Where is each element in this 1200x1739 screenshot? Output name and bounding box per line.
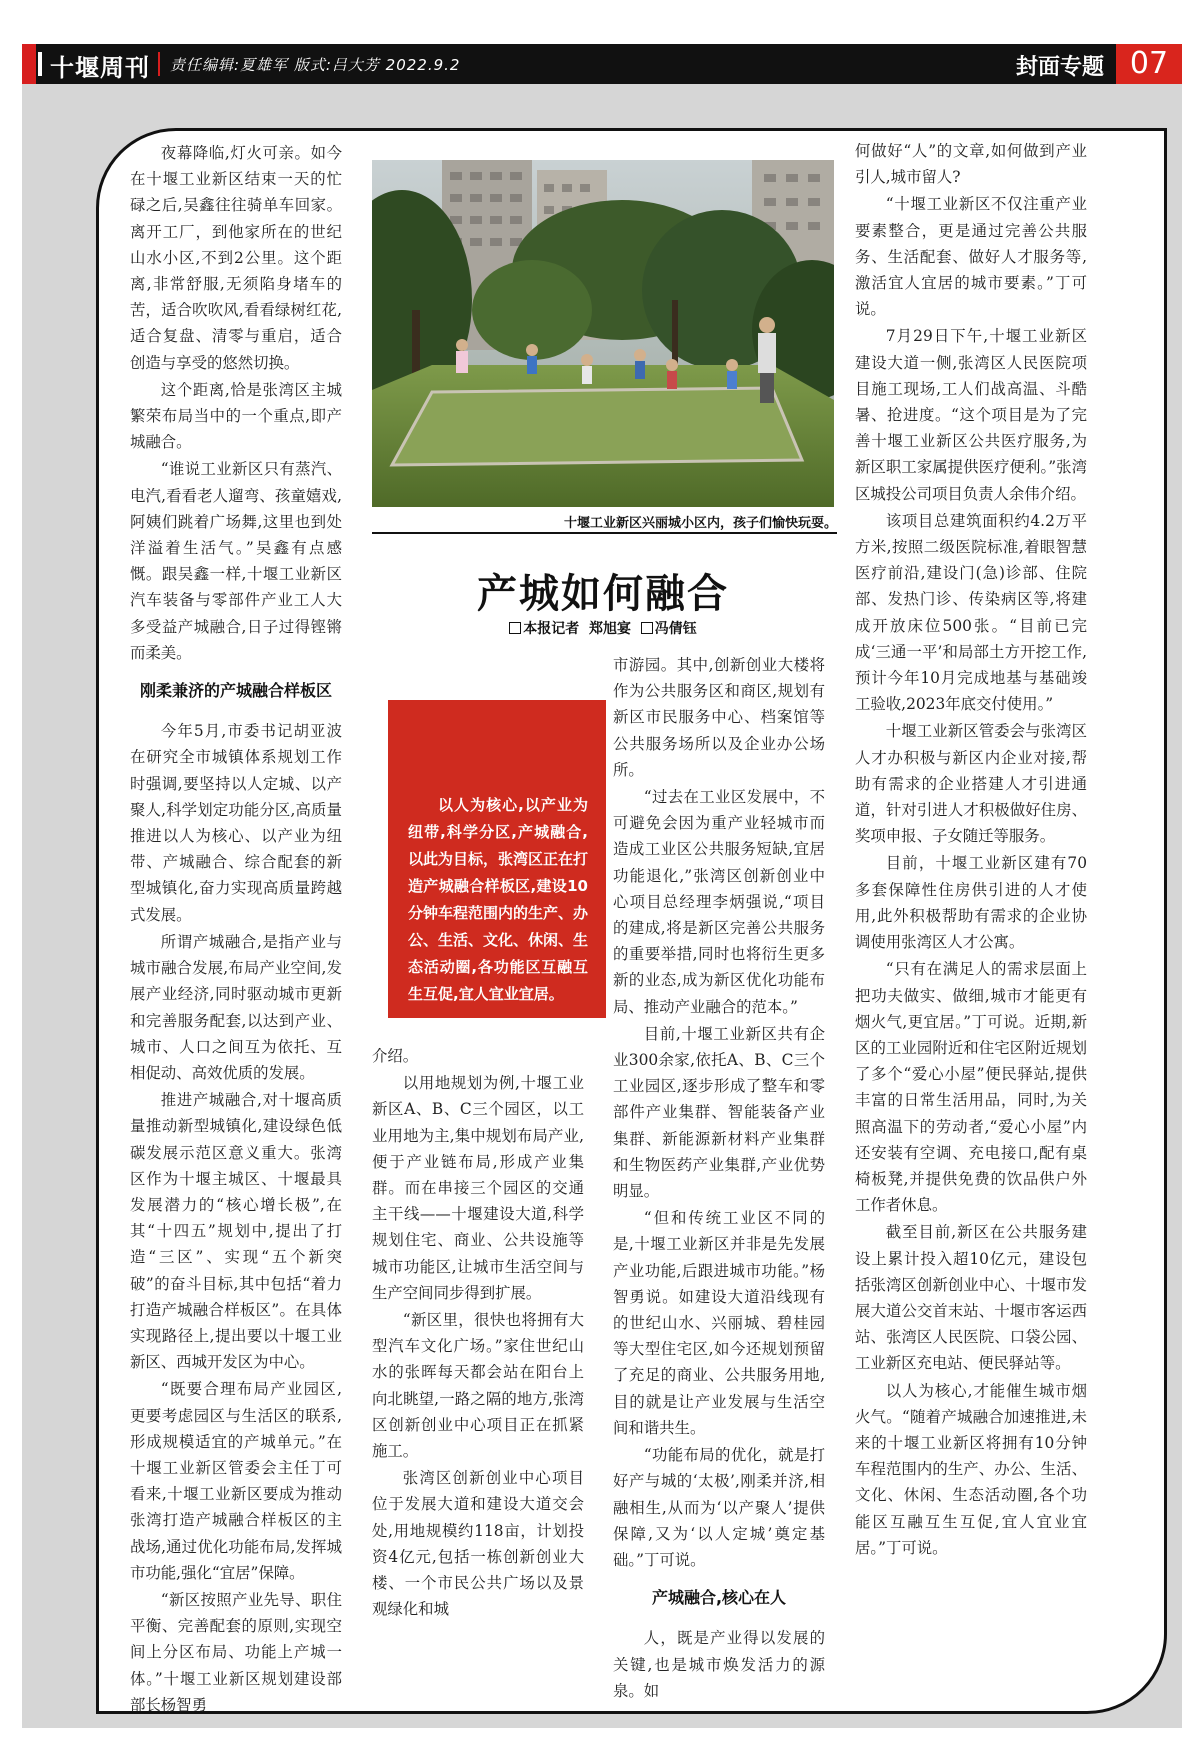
paragraph: “十堰工业新区不仅注重产业要素整合，更是通过完善公共服务、生活配套、做好人才服务等,激活宜人宜居的城市要素。”丁可说。 xyxy=(855,195,1087,319)
paragraph: 人，既是产业得以发展的关键,也是城市焕发活力的源泉。如 xyxy=(613,1629,825,1700)
paragraph: 张湾区创新创业中心项目位于发展大道和建设大道交会处,用地规模约118亩，计划投资4亿元,包括一栋创新创业大楼、一个市民公共广场以及景观绿化和城 xyxy=(372,1469,584,1619)
column-4 xyxy=(855,138,1087,1562)
paragraph: 截至目前,新区在公共服务建设上累计投入超10亿元，建设包括张湾区创新创业中心、十堰市发展大道公交首末站、十堰市客运西站、张湾区人民医院、口袋公园、工业新区充电站、便民驿站等。 xyxy=(855,1223,1087,1373)
paragraph: 以人为核心,才能催生城市烟火气。“随着产城融合加速推进,未来的十堰工业新区将拥有10分钟车程范围内的生产、办公、生活、文化、休闲、生态活动圈,各个功能区互融互生互促,宜人宜业宜居。”丁可说。 xyxy=(855,1381,1087,1557)
column-1 xyxy=(130,140,342,1719)
paragraph: 推进产城融合,对十堰高质量推动新型城镇化,建设绿色低碳发展示范区意义重大。张湾区作为十堰主城区、十堰最具发展潜力的“核心增长极”,在其“十四五”规划中,提出了打造“三区”、实现“五个新突破”的奋斗目标,其中包括“着力打造产城融合样板区”。在具体实现路径上,提出要以十堰工业新区、西城开发区为中心。 xyxy=(130,1091,342,1372)
masthead-separator xyxy=(158,52,160,76)
section-name: 封面专题 xyxy=(1015,55,1104,80)
caption-rule xyxy=(372,532,837,534)
paragraph: 市游园。其中,创新创业大楼将作为公共服务区和商区,规划有新区市民服务中心、档案馆等公共服务场所以及企业办公场所。 xyxy=(613,656,825,779)
editor-credits: 责任编辑:夏雄军 版式:吕大芳 2022.9.2 xyxy=(170,56,461,74)
paragraph: “谁说工业新区只有蒸汽、电汽,看看老人遛弯、孩童嬉戏,阿姨们跳着广场舞,这里也到处洋溢着生活气。”吴鑫有点感慨。跟吴鑫一样,十堰工业新区汽车装备与零部件产业工人大多受益产城融合,日子过得铿锵而柔美。 xyxy=(130,460,342,662)
paragraph: 十堰工业新区管委会与张湾区人才办积极与新区内企业对接,帮助有需求的企业搭建人才引进通道，针对引进人才积极做好住房、奖项申报、子女随迁等服务。 xyxy=(855,722,1087,846)
paragraph: 所谓产城融合,是指产业与城市融合发展,布局产业空间,发展产业经济,同时驱动城市更新和完善服务配套,以达到产业、城市、人口之间互为依托、互相促动、高效优质的发展。 xyxy=(130,932,342,1082)
paragraph: 何做好“人”的文章,如何做到产业引人,城市留人? xyxy=(855,142,1087,187)
paragraph: 以用地规划为例,十堰工业新区A、B、C三个园区，以工业用地为主,集中规划布局产业,便于产业链布局,形成产业集群。而在串接三个园区的交通主干线——十堰建设大道,科学规划住宅、商业、公共设施等城市功能区,让城市生活空间与生产空间同步得到扩展。 xyxy=(372,1074,584,1302)
paragraph: 夜幕降临,灯火可亲。如今在十堰工业新区结束一天的忙碌之后,吴鑫往往骑单车回家。离开工厂，到他家所在的世纪山水小区,不到2公里。这个距离,非常舒服,无须陷身堵车的苦，适合吹吹风,看看绿树红花,适合复盘、清零与重启，适合创造与享受的悠然切换。 xyxy=(130,144,342,372)
paragraph: 7月29日下午,十堰工业新区建设大道一侧,张湾区人民医院项目施工现场,工人们战高温、斗酷暑、抢进度。“这个项目是为了完善十堰工业新区公共医疗服务,为新区职工家属提供医疗便利。”张湾区城投公司项目负责人余伟介绍。 xyxy=(855,327,1087,503)
paragraph: “既要合理布局产业园区,更要考虑园区与生活区的联系,形成规模适宜的产城单元。”在十堰工业新区管委会主任丁可看来,十堰工业新区要成为推动张湾打造产城融合样板区的主战场,通过优化功能布局,发挥城市功能,强化“宜居”保障。 xyxy=(130,1380,342,1582)
column-2 xyxy=(372,1043,584,1623)
author-b: 冯倩钰 xyxy=(654,621,697,637)
byline-prefix: 本报记者 xyxy=(523,621,580,637)
paragraph: “功能布局的优化，就是打好产与城的‘太极’,刚柔并济,相融相生,从而为‘以产聚人’提供保障,又为‘以人定城’奠定基础。”丁可说。 xyxy=(613,1446,825,1569)
photo-caption: 十堰工业新区兴丽城小区内，孩子们愉快玩耍。 xyxy=(563,516,837,531)
pull-quote-text: 以人为核心,以产业为纽带,科学分区,产城融合,以此为目标，张湾区正在打造产城融合样板区,建设10分钟车程范围内的生产、办公、生活、文化、休闲、生态活动圈,各功能区互融互生互促,宜人宜业宜居。 xyxy=(408,796,589,1003)
paragraph: 介绍。 xyxy=(372,1047,419,1065)
article-title: 产城如何融合 xyxy=(477,570,729,617)
paragraph: “但和传统工业区不同的是,十堰工业新区并非是先发展产业功能,后跟进城市功能。”杨智勇说。如建设大道沿线现有的世纪山水、兴丽城、碧桂园等大型住宅区,如今还规划预留了充足的商业、公共服务用地,目的就是让产业发展与生活空间和谐共生。 xyxy=(613,1209,825,1437)
paragraph: 目前，十堰工业新区建有70多套保障性住房供引进的人才使用,此外积极帮助有需求的企业协调使用张湾区人才公寓。 xyxy=(855,854,1087,952)
paragraph: “过去在工业区发展中，不可避免会因为重产业轻城市而造成工业区公共服务短缺,宜居功能退化,”张湾区创新创业中心项目总经理李炳强说,“项目的建成,将是新区完善公共服务的重要举措,同时也将衍生更多新的业态,成为新区优化功能布局、推动产业融合的范本。” xyxy=(613,788,825,1016)
byline-box-icon xyxy=(509,622,521,634)
paper-name: 十堰周刊 xyxy=(50,53,150,82)
column-3 xyxy=(613,652,825,1705)
paragraph: “新区按照产业先导、职住平衡、完善配套的原则,实现空间上分区布局、功能上产城一体。”十堰工业新区规划建设部部长杨智勇 xyxy=(130,1590,342,1714)
article-photo xyxy=(372,160,834,507)
masthead-bar xyxy=(22,44,1182,84)
paragraph: 该项目总建筑面积约4.2万平方米,按照二级医院标准,着眼智慧医疗前沿,建设门(急)诊部、住院部、发热门诊、传染病区等,将建成开放床位500张。“目前已完成‘三通一平’和局部土方开挖工作,预计今年10月完成地基与基础竣工验收,2023年底交付使用。” xyxy=(855,511,1087,714)
paragraph: 今年5月,市委书记胡亚波在研究全市城镇体系规划工作时强调,要坚持以人定城、以产聚人,科学划定功能分区,高质量推进以人为核心、以产业为纽带、产城融合、综合配套的新型城镇化,奋力实现高质量跨越式发展。 xyxy=(130,722,342,924)
byline-box-icon xyxy=(641,622,653,634)
paragraph: “只有在满足人的需求层面上把功夫做实、做细,城市才能更有烟火气,更宜居。”丁可说。近期,新区的工业园附近和住宅区附近规划了多个“爱心小屋”便民驿站,提供丰富的日常生活用品，同时,为关照高温下的劳动者,“爱心小屋”内还安装有空调、充电接口,配有桌椅板凳,并提供免费的饮品供户外工作者休息。 xyxy=(855,960,1087,1215)
byline xyxy=(372,618,834,638)
paragraph: 目前,十堰工业新区共有企业300余家,依托A、B、C三个工业园区,逐步形成了整车和零部件产业集群、智能装备产业集群、新能源新材料产业集群和生物医药产业集群,产业优势明显。 xyxy=(613,1024,825,1201)
pull-quote-box xyxy=(388,700,606,1018)
page-number: 07 xyxy=(1116,44,1182,84)
paragraph: 这个距离,恰是张湾区主城繁荣布局当中的一个重点,即产城融合。 xyxy=(130,380,342,452)
subheading-people-core: 产城融合,核心在人 xyxy=(651,1588,787,1608)
subheading-model-zone: 刚柔兼济的产城融合样板区 xyxy=(139,681,332,701)
masthead-mark xyxy=(38,52,42,76)
paragraph: “新区里，很快也将拥有大型汽车文化广场。”家住世纪山水的张晖每天都会站在阳台上向北眺望,一路之隔的地方,张湾区创新创业中心项目正在抓紧施工。 xyxy=(372,1311,584,1461)
masthead-red-tab xyxy=(22,44,36,84)
author-a: 郑旭宴 xyxy=(589,621,631,637)
